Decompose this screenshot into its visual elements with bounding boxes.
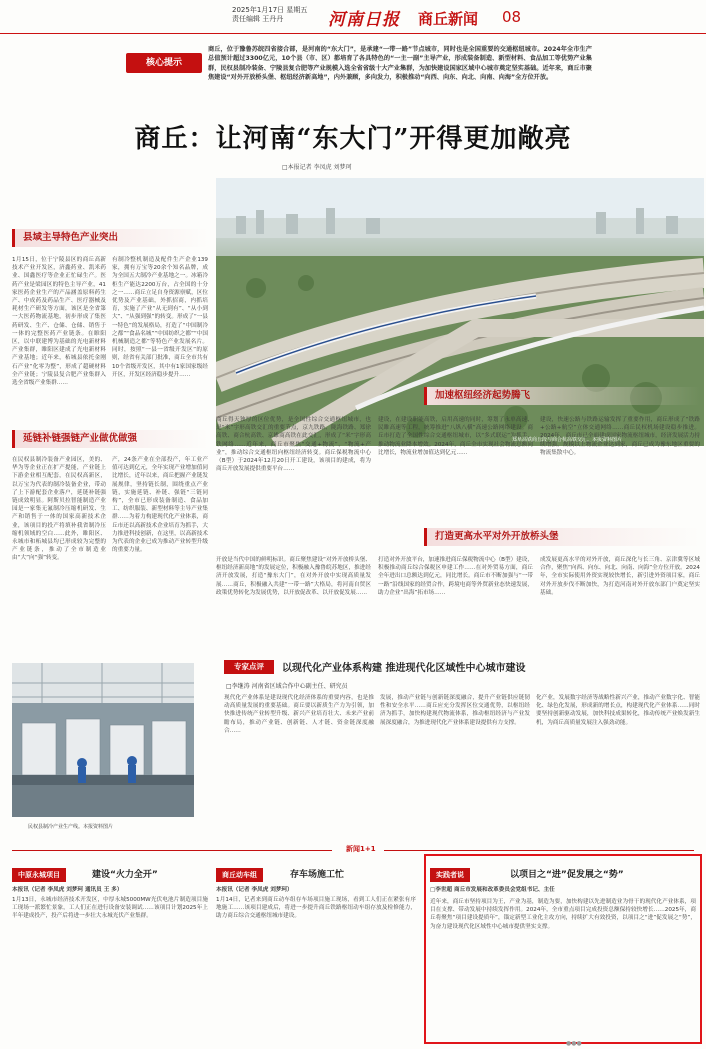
open-text-b: 打造对外开放平台，加速推进商丘保税物流中心（B型）建设，积极推动商丘综合保税区申建工作……在对外贸易方面，商丘全年进出口总额达到亿元，同比增长。商丘市不断加强与“一带一路”沿线国家的经贸合作，跨境电商等外贸新业态快速发展，助力企业“出海”拓市场……	[378, 557, 533, 596]
divider-line-right	[384, 850, 694, 851]
news-text-emu: 1月14日，记者来到商丘动车组存车场项目施工现场，看到工人们正在紧张有序地施工……该项目建成后，将进一步提升商丘铁路枢纽动车组存放及检修能力，助力商丘综合交通枢纽城市建设。	[216, 897, 416, 920]
section-title: 商丘新闻	[418, 10, 479, 28]
hub-text-a: 商丘得天独厚的区位优势，是全国性综合交通枢纽城市，也是“米”字形高铁交汇的重要节点，京九铁路、陇海铁路、郑徐高铁、商合杭高铁、京雄商高铁在此交汇，形成了“米”字形高铁网络……近年来，商丘市聚焦“交通+物流”，“物流+产业”，推动综合交通枢纽向枢纽经济转变。商丘保税物流中心（B型）于2024年12月20日开工建设，该项目的建成，将为商丘开放发展提供重要平台……	[216, 417, 371, 473]
date-text: 2025年1月17日 星期五	[232, 6, 308, 14]
section-head-open: 打造更高水平对外开放桥头堡	[424, 528, 700, 546]
expert-tag: 专家点评	[224, 660, 274, 674]
open-text-a: 开放是当代中国的鲜明标识。商丘聚焦建设“对外开放桥头堡、枢纽经济新高地”的发展定位，积极融入豫鲁皖苏地区，推进经济开放发展，打造“豫东大门”，在对外开放中实现高质量发展……商丘，积极融入共建“一带一路”大格局，将河南自贸区政策优势转化为发展优势，以开放促改革、以开放促发展……	[216, 557, 371, 596]
editor-text: 责任编辑 王丹丹	[232, 15, 284, 23]
hub-text-b: 建设，在建设职能高铁，启用高速的同时，筹划了永单高速、民睢高速等工程，统筹推进“八纵八横”高速公路网络建设。商丘市打造了全国性综合交通枢纽城市，以“多式联运”为抓手，推动物流业降本增效。2024年，商丘全市实现社会物流总额同比增长，物流业增加值达到亿元……	[378, 417, 533, 456]
news-divider-title: 新闻1+1	[346, 845, 376, 853]
expert-byline: □李继涛 河南省区域合作中心副主任、研究员	[226, 683, 348, 690]
factory-photo	[12, 663, 194, 817]
divider-line-left	[12, 850, 332, 851]
issue-date	[232, 6, 312, 24]
news-byline-yongcheng: 本报讯（记者 李凤虎 刘梦珂 通讯员 王 多）	[12, 887, 123, 893]
news-tag-emu: 商丘动车组	[216, 868, 263, 882]
factory-illustration	[12, 663, 194, 817]
masthead	[0, 0, 706, 34]
chain-text-a: 在民权县制冷装备产业园区，美的、华为等企业正在扩产提能，产业链上下游企业相互配套，在民权高新区，以万宝为代表的制冷装备企业，带动了上下游配套企业落户，延链补链强链成效明显。阿斯贝拉智能制造产业园是一家集无氟制冷压缩机研发、生产和销售于一体的国家高新技术企业，该项目的投产将填补我省制冷压缩机领域的空白……此外，睢阳区、永城市和柘城县均已形成较为完整的产业链条，推动了全市制造业由“大”向“强”转变。	[12, 457, 106, 562]
news-title-yongcheng: 建设“火力全开”	[92, 870, 158, 880]
news-byline-practice: □李世超 商丘市发展和改革委员会党组书记、主任	[430, 887, 555, 893]
section-head-chain: 延链补链强链产业做优做强	[12, 430, 208, 448]
photo-caption: 郑阜高铁商丘段与商合杭高铁交汇。本报资料图片	[512, 437, 623, 443]
core-view-text: 商丘，位于豫鲁苏皖四省接合部，是河南的“东大门”，是承建“一带一路”节点城市，同时也是全国重要的交通枢纽城市。2024年全市生产总值预计超过3300亿元，10个县（市、区）都培育了各具特色的“一主一副”主导产业，形成装备制造、新型材料、食品加工等优势产业集群，民权县制冷装备、宁陵县复合肥等产业规模入选全省省级十大产业集群，为加快建设国家区域中心城市奠定坚实基础。近年来，商丘市聚焦建设“对外开放桥头堡、枢纽经济新高地”，内外兼顾，多向发力，积极推动“向西、向东、向北、向南、向海”全方位开放。	[208, 46, 592, 82]
expert-title: 以现代化产业体系构建 推进现代化区域性中心城市建设	[282, 663, 526, 674]
page-number: 08	[502, 8, 522, 26]
expert-text-c: 化产业，发展数字经济等战略性新兴产业，推动产业数字化、智能化、绿色化发展，形成新的增长点，构建现代化产业体系……同时要坚持创新驱动发展，加快科技成果转化，推动传统产业焕发新生机，为商丘高质量发展注入强劲动能。	[536, 695, 700, 726]
chain-text-b: 产，24条产业在全部投产，年工业产值可达到亿元，全年实现产业增加值同比增长，近年以来，商丘把握产业链发展规律，坚持链长制，围绕重点产业链，实施延链、补链、强链“三链同构”，全市已形成装备制造、食品加工、纺织服装、新型材料等主导产业集群……为着力构建现代化产业体系，商丘市还以高新技术企业培育为抓手，大力推进科技创新，在这里，以高新技术为代表的企业已成为推动产业转型升级的重要力量。	[112, 457, 208, 554]
newspaper-logo: 河南日报	[328, 10, 400, 30]
expert-text-b: 发展，推动产业链与创新链深度融合，提升产业链供应链韧性和安全水平……商丘应充分发挥区位交通优势，以枢纽经济为抓手，加快构建现代物流体系，推动枢纽经济与产业发展深度融合，为推进现代化产业体系建设提供有力支撑。	[380, 695, 530, 726]
page-headline: 商丘：让河南“东大门”开得更加敞亮	[134, 124, 572, 154]
news-text-practice: 近年来，商丘市坚持项目为王，产业为基，制造为要，加快构建以先进制造业为骨干的现代化产业体系，项目在支撑、带动发展中持续发挥作用。2024年，全市重点项目完成投资总额保持较快增长……2025年，商丘将聚焦“项目建设提质年”，锚定新型工业化主攻方向，持续扩大有效投资，以项目之“进”促发展之“势”，为奋力建设现代化区域性中心城市提供坚实支撑。	[430, 899, 696, 930]
section-head-county: 县域主导特色产业突出	[12, 229, 208, 247]
section-head-hub: 加速枢纽经济起势腾飞	[424, 387, 700, 405]
open-text-c: 成发展更高水平的对外开放，商丘深化与长三角、京津冀等区域合作，聚焦“向西、向东、向北、向南、向海”全方位开放。2024年，全市实际使用外资实现较快增长，新引进外资项目家，商丘对外开放步伐不断加快，为打造河南对外开放东部门户奠定坚实基础。	[540, 557, 700, 596]
news-title-practice: 以项目之“进”促发展之“势”	[510, 870, 624, 880]
hub-text-c: 建设，快速公路与铁路运输发挥了重要作用，商丘形成了“铁路+公路+航空”立体交通网络……商丘民权机场建设稳步推进。2024年，商丘市已全面建成国家物流枢纽城市，经济发展活力持续增强，规模以上物流企业达到家，商丘已成为豫东地区重要的物流集散中心。	[540, 417, 700, 456]
railway-illustration	[216, 178, 704, 446]
news-tag-practice: 实践者说	[430, 868, 470, 882]
county-text-b: 有制冷整机制造及配件生产企业139家，拥有万宝等20余个知名品牌，成为全国五大制冷产业基地之一。冰箱冷柜生产能达2200万台，占全国的十分之一……商丘立足自身资源禀赋，区位优势及产业基础，外抓招商，内抓培育，实施了产业“从无到有”、“从小到大”、“从强到强”的转变。形成了“一县一特色”的发展格局，打造了“中国制冷之都”“食品名城”“中国纺织之都”“中国机械制造之都”等特色产业发展名片。同时，按照“一县一省级开发区”的原则，经省有关部门批准，商丘全市共有10个省级开发区，其中有1家国家级经开区，开发区经济稳步提升……	[112, 257, 208, 378]
expert-text-a: 现代化产业体系是建设现代化经济体系的重要内容，也是推动高质量发展的重要基础。商丘要以新质生产力为引领，加快推进传统产业转型升级、新兴产业培育壮大、未来产业前瞻布局，推动产业链、创新链、人才链、资金链深度融合……	[224, 695, 374, 734]
page-footer-dots: ●●●	[566, 1040, 582, 1047]
factory-caption: 民权县制冷产业生产线。本报资料图片	[28, 824, 114, 830]
news-title-emu: 存车场施工忙	[290, 870, 345, 880]
headline-byline: □本报记者 李凤虎 刘梦珂	[282, 164, 352, 171]
news-text-yongcheng: 1月13日，永城市经济技术开发区，中厚永城5000MW光伏电池片制造项目施工现场一派繁忙景象，工人们正在进行设备安装调试……该项目计划2025年上半年建成投产，投产后将进一步壮大永城光伏产业集群。	[12, 897, 208, 920]
core-view-tag: 核心提示	[126, 53, 202, 73]
news-byline-emu: 本报讯（记者 李凤虎 刘梦珂）	[216, 887, 293, 893]
county-text-a: 1月15日，位于宁陵县区的商丘高新技术产业开发区，济鑫药业、凯米药业、国鑫医疗等企业正忙碌生产。医药产业是梁园区的特色主导产业，41家医药企业生产的产品涵盖原料药生产、中成药及药品生产、医疗器械及耗材生产研发等方面，该区是全省第一大医药物流基地，初步形成了集医药研发、生产、仓储、仓储、销售于一体的完整医药产业链条。在睢阳区，以中联建博为基础的光电新材料产业集群，睢阳区建成了光电新材料产业基地；近年来，柘城县依托金刚石产业“化零为整”，形成了超硬材料全产业链；宁陵县复合肥产业集群入选全省级产业集群……	[12, 257, 106, 387]
railway-photo	[216, 178, 704, 446]
news-tag-yongcheng: 中原永城项目	[12, 868, 66, 882]
